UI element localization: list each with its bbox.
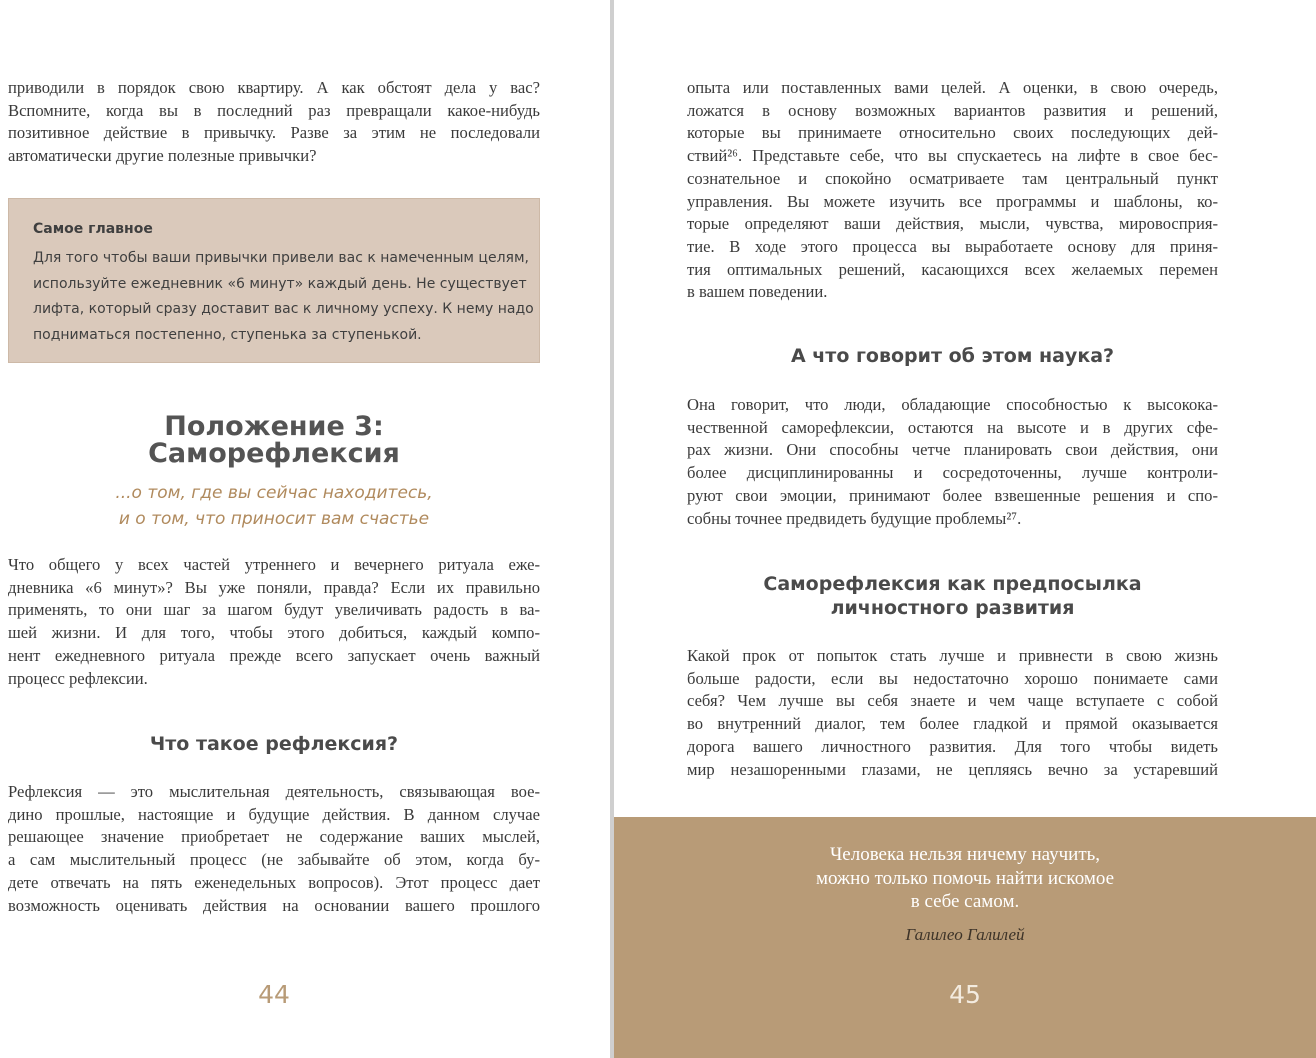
text-line: Она говорит, что люди, обладающие способностью к высокока- (687, 395, 1218, 414)
text-line: Что общего у всех частей утреннего и вечернего ритуала еже- (8, 555, 540, 574)
body-paragraph-development (687, 645, 1218, 781)
quote-author: Галилео Галилей (905, 925, 1025, 944)
section-subtitle (8, 481, 540, 532)
heading-line: личностного развития (830, 596, 1075, 619)
text-line: торые определяют ваши действия, мысли, чувства, мировосприя- (687, 214, 1218, 234)
text-line: процесс рефлексии. (8, 668, 148, 688)
text-line: используйте ежедневник «6 минут» каждый день. Не существует (33, 275, 527, 292)
text-line: автоматически другие полезные привычки? (8, 146, 317, 166)
page-number-right: 45 (949, 980, 981, 1009)
section-title-line: Саморефлексия (148, 438, 400, 469)
body-paragraph-science (687, 394, 1218, 530)
left-page (0, 0, 610, 1058)
subtitle-line: ...о том, где вы сейчас находитесь, (115, 483, 433, 503)
text-line: в вашем поведении. (687, 282, 828, 302)
text-line: возможность оценивать действия на основании вашего прошлого (8, 895, 540, 915)
intro-paragraph (8, 77, 540, 168)
heading-what-is-reflection: Что такое рефлексия? (149, 733, 399, 755)
text-line: решающее значение приобретает не содержание ваших мыслей, (8, 827, 540, 847)
text-line: применять, то они шаг за шагом будут увеличивать радость в ва- (8, 600, 540, 620)
heading-line: Саморефлексия как предпосылка (763, 573, 1142, 595)
body-paragraph-continuation (687, 77, 1218, 304)
text-line: дете отвечать на пять еженедельных вопросов). Этот процесс дает (8, 872, 540, 892)
text-line: позитивное действие в привычку. Разве за этим не последовали (8, 123, 540, 143)
section-title (8, 413, 540, 467)
callout-title: Самое главное (33, 221, 153, 237)
section-title-line: Положение 3: (164, 411, 384, 442)
text-line: тие. В ходе этого процесса вы выработаете основу для приня- (687, 236, 1218, 256)
text-line: руют свои эмоции, принимают более взвешенные решения и спо- (687, 485, 1218, 505)
text-line: дневника «6 минут»? Вы уже поняли, правда? Если их правильно (8, 577, 540, 597)
subtitle-line: и о том, что приносит вам счастье (118, 508, 430, 529)
quote-line: можно только помочь найти искомое (815, 867, 1115, 889)
heading-science: А что говорит об этом наука? (790, 345, 1115, 367)
callout-body (33, 246, 534, 349)
text-line: тия оптимальных решений, касающихся всех желаемых перемен (687, 259, 1218, 279)
quote-block (614, 817, 1316, 1058)
text-line: дино прошлые, настоящие и будущие действия. В данном случае (8, 804, 540, 824)
text-line: мир незашоренными глазами, не цепляясь вечно за устаревший (687, 759, 1218, 779)
heading-self-reflection-development (687, 573, 1218, 620)
text-line: Для того чтобы ваши привычки привели вас к намеченным целям, (33, 250, 529, 266)
text-line: подниматься постепенно, ступенька за ступенькой. (33, 327, 422, 344)
text-line: рах жизни. Они способны четче планировать свои действия, они (687, 440, 1218, 460)
text-line: опыта или поставленных вами целей. А оценки, в свою очередь, (687, 78, 1218, 97)
text-line: Какой прок от попыток стать лучше и привнести в свою жизнь (687, 646, 1218, 665)
text-line: во внутренний диалог, тем более гладкой и прямой оказывается (687, 714, 1218, 734)
text-line: сознательное и спокойно осматриваете там центральный пункт (687, 168, 1218, 188)
quote-text (614, 843, 1316, 914)
text-line: которые вы принимаете относительно своих последующих дей- (687, 123, 1218, 143)
text-line: чественной саморефлексии, остаются на высоте и в других сфе- (687, 417, 1218, 437)
text-line: Вспомните, когда вы в последний раз превращали какое-нибудь (8, 100, 540, 120)
right-page (614, 0, 1316, 1058)
text-line: собны точнее предвидеть будущие проблемы²⁷. (687, 508, 1022, 528)
quote-line: Человека нельзя ничему научить, (829, 844, 1101, 865)
text-line: нент ежедневного ритуала прежде всего запускает очень важный (8, 645, 540, 665)
text-line: Рефлексия — это мыслительная деятельность, связывающая вое- (8, 782, 540, 801)
text-line: приводили в порядок свою квартиру. А как обстоят дела у вас? (8, 78, 540, 97)
text-line: ложатся в основу возможных вариантов развития и решений, (687, 100, 1218, 120)
text-line: дорога вашего личностного развития. Для того чтобы видеть (687, 736, 1218, 756)
text-line: а сам мыслительный процесс (не забывайте об этом, когда бу- (8, 850, 540, 870)
body-paragraph-ritual (8, 554, 540, 690)
body-paragraph-reflection (8, 781, 540, 917)
text-line: лифта, который сразу доставит вас к личному успеху. К нему надо (33, 301, 534, 318)
text-line: управления. Вы можете изучить все программы и шаблоны, ко- (687, 191, 1218, 211)
text-line: больше радости, если вы недостаточно хорошо понимаете сами (687, 668, 1218, 688)
text-line: себя? Чем лучше вы себя знаете и чем чаще вступаете с собой (687, 691, 1218, 711)
key-point-callout (8, 198, 540, 363)
text-line: более дисциплинированны и сосредоточенны, лучше контроли- (687, 463, 1218, 483)
page-number-left: 44 (258, 980, 290, 1009)
text-line: шей жизни. И для того, чтобы этого добиться, каждый компо- (8, 623, 540, 643)
quote-line: в себе самом. (910, 891, 1020, 913)
text-line: ствий²⁶. Представьте себе, что вы спускаетесь на лифте в свое бес- (687, 146, 1218, 166)
